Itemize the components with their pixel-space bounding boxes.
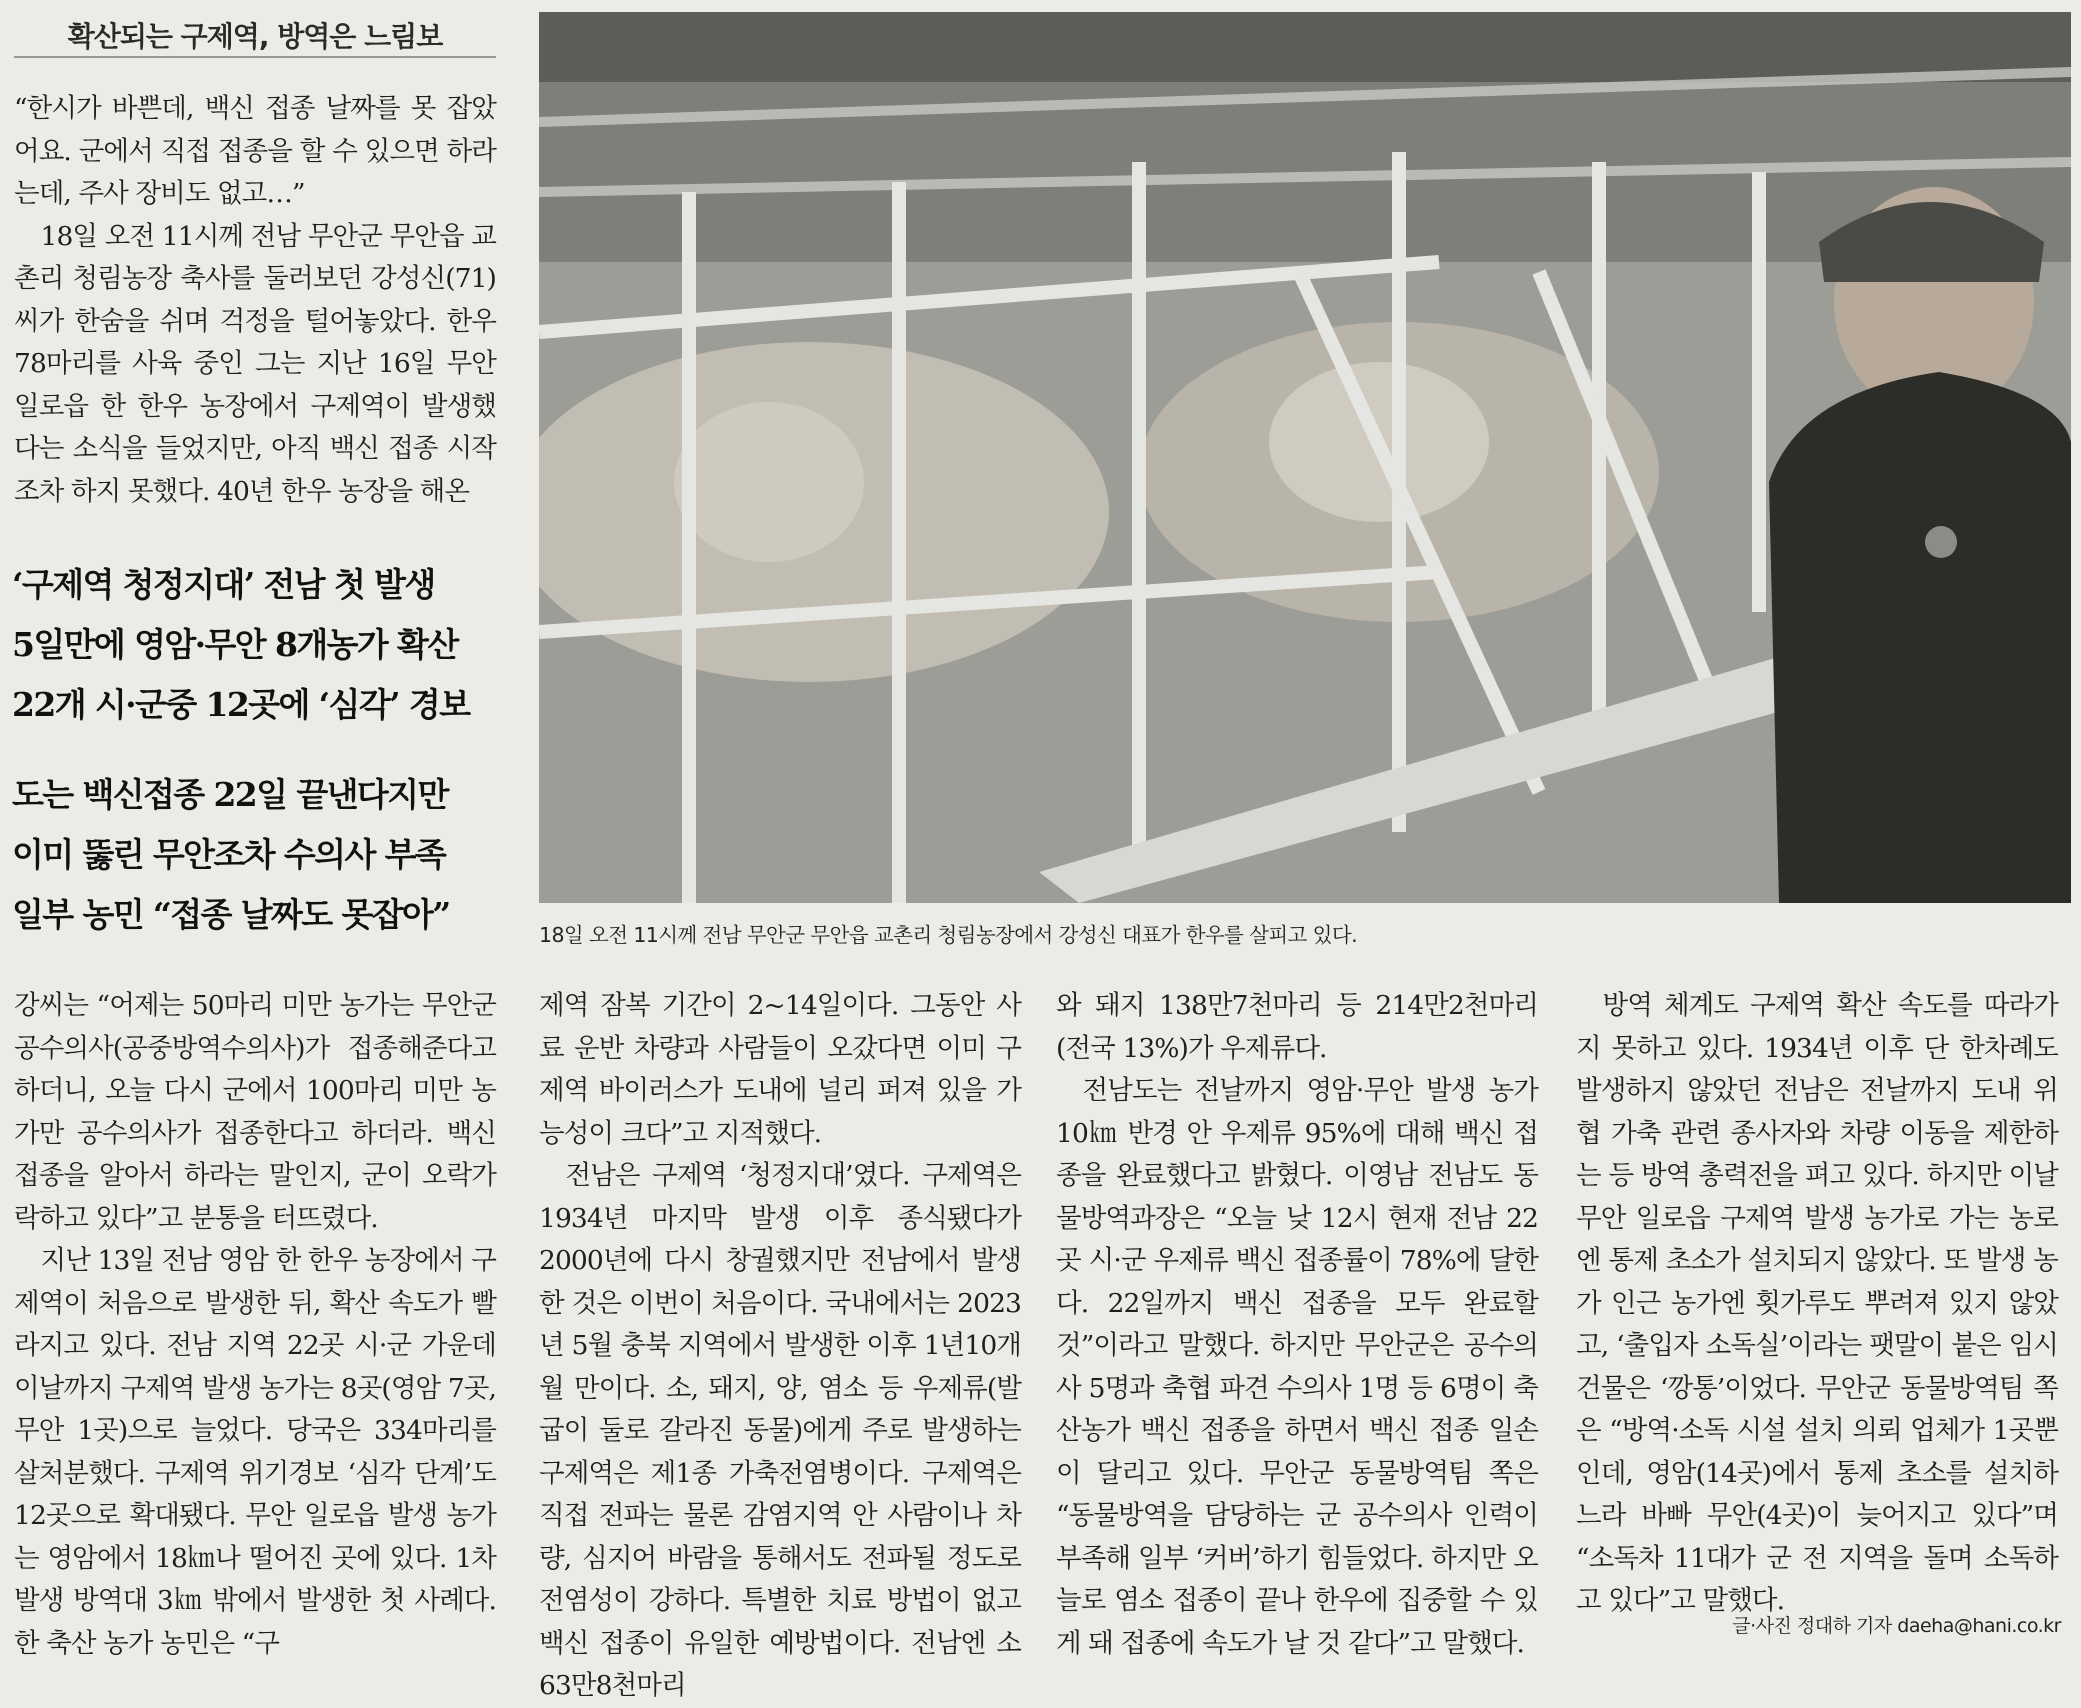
subheadline-line: 도는 백신접종 22일 끝낸다지만 [12, 775, 448, 814]
lead-column [14, 88, 496, 513]
headline-line: ‘구제역 청정지대’ 전남 첫 발생 [12, 565, 435, 604]
body-paragraph: 전남도는 전날까지 영암·무안 발생 농가 10㎞ 반경 안 우제류 95%에 대해 백신 접종을 완료했다고 밝혔다. 이영남 전남도 동물방역과장은 “오늘 낮 12시 현재 전남 22곳 시·군 우제류 백신 접종률이 78%에 달한다. 22일까지 백신 접종을 모두 완료할 것”이라고 말했다. 하지만 무안군은 공수의사 5명과 축협 파견 수의사 1명 등 6명이 축산농가 백신 접종을 하면서 백신 접종 일손이 달리고 있다. 무안군 동물방역팀 쪽은 “동물방역을 담당하는 군 공수의사 인력이 부족해 일부 ‘커버’하기 힘들었다. 하지만 오늘로 염소 접종이 끝나 한우에 집중할 수 있게 돼 접종에 속도가 날 것 같다”고 말했다. [1056, 1075, 1538, 1659]
headline-block [12, 555, 502, 945]
subheadline-line: 이미 뚫린 무안조차 수의사 부족 [12, 835, 446, 874]
body-column-4 [1576, 985, 2058, 1623]
body-column-1 [14, 985, 496, 1665]
body-column-2 [539, 985, 1021, 1708]
news-photo [539, 12, 2071, 903]
body-paragraph: 제역 잠복 기간이 2~14일이다. 그동안 사료 운반 차량과 사람들이 오갔다면 이미 구제역 바이러스가 도내에 널리 퍼져 있을 가능성이 크다”고 지적했다. [539, 990, 1021, 1149]
body-paragraph: 방역 체계도 구제역 확산 속도를 따라가지 못하고 있다. 1934년 이후 단 한차례도 발생하지 않았던 전남은 전날까지 도내 위협 가축 관련 종사자와 차량 이동을 제한하는 등 방역 총력전을 펴고 있다. 하지만 이날 무안 일로읍 구제역 발생 농가로 가는 농로엔 통제 초소가 설치되지 않았다. 또 발생 농가 인근 농가엔 횟가루도 뿌려져 있지 않았고, ‘출입자 소독실’이라는 팻말이 붙은 임시건물은 ‘깡통’이었다. 무안군 동물방역팀 쪽은 “방역·소독 시설 설치 의뢰 업체가 1곳뿐인데, 영암(14곳)에서 통제 초소를 설치하느라 바빠 무안(4곳)이 늦어지고 있다”며 “소독차 11대가 군 전 지역을 돌며 소독하고 있다”고 말했다. [1576, 990, 2058, 1616]
lead-paragraph: 18일 오전 11시께 전남 무안군 무안읍 교촌리 청림농장 축사를 둘러보던 강성신(71)씨가 한숨을 쉬며 걱정을 털어놓았다. 한우 78마리를 사육 중인 그는 지난 16일 무안 일로읍 한 한우 농장에서 구제역이 발생했다는 소식을 들었지만, 아직 백신 접종 시작조차 하지 못했다. 40년 한우 농장을 해온 [14, 220, 496, 507]
body-paragraph: 와 돼지 138만7천마리 등 214만2천마리(전국 13%)가 우제류다. [1056, 990, 1538, 1064]
lead-paragraph: “한시가 바쁜데, 백신 접종 날짜를 못 잡았어요. 군에서 직접 접종을 할 수 있으면 하라는데, 주사 장비도 없고…” [14, 93, 496, 209]
subheadline-line: 일부 농민 “접종 날짜도 못잡아” [12, 895, 450, 934]
cattle-farm-illustration [539, 12, 2071, 903]
byline: 글·사진 정대하 기자 daeha@hani.co.kr [1732, 1615, 2061, 1637]
body-paragraph: 지난 13일 전남 영암 한 한우 농장에서 구제역이 처음으로 발생한 뒤, 확산 속도가 빨라지고 있다. 전남 지역 22곳 시·군 가운데 이날까지 구제역 발생 농가는 8곳(영암 7곳, 무안 1곳)으로 늘었다. 당국은 334마리를 살처분했다. 구제역 위기경보 ‘심각 단계’도 12곳으로 확대됐다. 무안 일로읍 발생 농가는 영암에서 18㎞나 떨어진 곳에 있다. 1차 발생 방역대 3㎞ 밖에서 발생한 첫 사례다. 한 축산 농가 농민은 “구 [14, 1245, 496, 1659]
body-column-3 [1056, 985, 1538, 1665]
headline-line: 5일만에 영암·무안 8개농가 확산 [12, 625, 458, 664]
body-paragraph: 강씨는 “어제는 50마리 미만 농가는 무안군 공수의사(공중방역수의사)가 접종해준다고 하더니, 오늘 다시 군에서 100마리 미만 농가만 공수의사가 접종한다고 하더라. 백신 접종을 알아서 하라는 말인지, 군이 오락가락하고 있다”고 분통을 터뜨렸다. [14, 990, 496, 1234]
photo-caption: 18일 오전 11시께 전남 무안군 무안읍 교촌리 청림농장에서 강성신 대표가 한우를 살피고 있다. [539, 923, 1357, 947]
headline-line: 22개 시·군중 12곳에 ‘심각’ 경보 [12, 685, 470, 724]
body-paragraph: 전남은 구제역 ‘청정지대’였다. 구제역은 1934년 마지막 발생 이후 종식됐다가 2000년에 다시 창궐했지만 전남에서 발생한 것은 이번이 처음이다. 국내에서는 2023년 5월 충북 지역에서 발생한 이후 1년10개월 만이다. 소, 돼지, 양, 염소 등 우제류(발굽이 둘로 갈라진 동물)에게 주로 발생하는 구제역은 제1종 가축전염병이다. 구제역은 직접 전파는 물론 감염지역 안 사람이나 차량, 심지어 바람을 통해서도 전파될 정도로 전염성이 강하다. 특별한 치료 방법이 없고 백신 접종이 유일한 예방법이다. 전남엔 소 63만8천마리 [539, 1160, 1021, 1701]
section-kicker: 확산되는 구제역, 방역은 느림보 [14, 14, 496, 58]
